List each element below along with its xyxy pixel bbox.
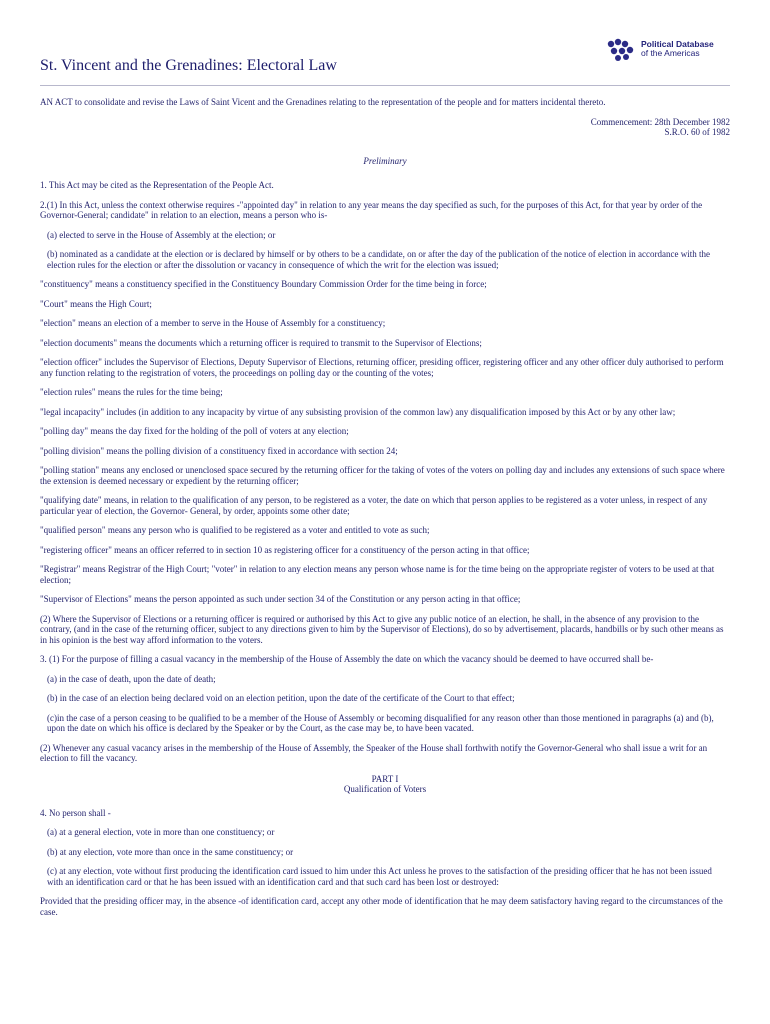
definition-paragraph: "qualified person" means any person who is qualified to be registered as a voter and entitled to vote as such; xyxy=(40,525,430,535)
document-body xyxy=(40,97,730,926)
subsection-paragraph: (b) nominated as a candidate at the election or is declared by himself or by others to be a candidate, on or after the day of the publication of the notice of election in accordance with the election rules for the election or after the dissolution or vacancy in consequence of which the writ for the election was issued; xyxy=(47,249,710,270)
subsection-paragraph: (b) in the case of an election being declared void on an election petition, upon the date of the certificate of the Court to that effect; xyxy=(47,693,515,703)
section-paragraph: 2.(1) In this Act, unless the context otherwise requires -"appointed day" in relation to any year means the day specified as such, for the purposes of this Act, for that year by order of the Governor-General; candidate" in relation to an election, means a person who is- xyxy=(40,199,703,220)
subsection-paragraph: (b) at any election, vote more than once in the same constituency; or xyxy=(47,846,294,857)
section-paragraph: (2) Whenever any casual vacancy arises in the membership of the House of Assembly, the Speaker of the House shall forthwith notify the Governor-General who shall issue a writ for an election to fill the vacancy. xyxy=(40,742,708,763)
definition-paragraph: "election documents" means the documents which a returning officer is required to transmit to the Supervisor of Elections; xyxy=(40,337,482,348)
page-title: St. Vincent and the Grenadines: Electoral Law xyxy=(40,57,337,74)
definition-paragraph: "legal incapacity" includes (in addition to any incapacity by virtue of any subsisting provision of the common law) any disqualification imposed by this Act or by any other law; xyxy=(40,406,676,417)
proviso-paragraph: Provided that the presiding officer may, in the absence -of identification card, accept any other mode of identification that he may deem satisfactory having regard to the circumstances of the case. xyxy=(40,896,723,917)
subsection-paragraph: (a) at a general election, vote in more than one constituency; or xyxy=(47,827,275,837)
definition-paragraph: "polling division" means the polling division of a constituency fixed in accordance with section 24; xyxy=(40,445,398,456)
logo-line-2: of the Americas xyxy=(641,48,700,58)
subsection-paragraph: (a) in the case of death, upon the date of death; xyxy=(47,673,216,684)
definition-paragraph: "Registrar" means Registrar of the High Court; "voter" in relation to any election means any person whose name is for the time being on the appropriate register of voters to be used at that election; xyxy=(40,564,715,585)
subsection-paragraph: (a) elected to serve in the House of Assembly at the election; or xyxy=(47,229,276,240)
definition-paragraph: "election" means an election of a member to serve in the House of Assembly for a constituency; xyxy=(40,318,386,328)
title-divider xyxy=(40,85,730,86)
preliminary-heading: Preliminary xyxy=(363,155,407,166)
site-logo[interactable] xyxy=(605,36,730,62)
section-paragraph: 1. This Act may be cited as the Representation of the People Act. xyxy=(40,180,274,190)
logo-emblem-icon xyxy=(605,36,637,62)
commencement-block xyxy=(40,117,730,138)
part-heading xyxy=(40,774,730,795)
section-paragraph: 3. (1) For the purpose of filling a casual vacancy in the membership of the House of Assembly the date on which the vacancy should be deemed to have occurred shall be- xyxy=(40,654,654,664)
definition-paragraph: "polling day" means the day fixed for the holding of the poll of voters at any election; xyxy=(40,426,349,436)
logo-line-1: Political Database xyxy=(641,39,714,49)
definition-paragraph: "Court" means the High Court; xyxy=(40,298,152,309)
act-intro: AN ACT to consolidate and revise the Laws of Saint Vicent and the Grenadines relating to the representation of the people and for matters incidental thereto. xyxy=(40,97,606,107)
definition-paragraph: "polling station" means any enclosed or unenclosed space secured by the returning officer for the taking of votes of the voters on polling day and includes any extensions of such space where the extension is deemed necessary or expedient by the returning officer; xyxy=(40,465,725,486)
section-paragraph: 4. No person shall - xyxy=(40,807,111,818)
definition-paragraph: "constituency" means a constituency specified in the Constituency Boundary Commission Order for the time being in force; xyxy=(40,279,487,289)
definition-paragraph: "election rules" means the rules for the time being; xyxy=(40,387,223,397)
section-paragraph: (2) Where the Supervisor of Elections or a returning officer is required or authorised by this Act to give any public notice of an election, he shall, in the absence of any provision to the contrary, (and in the case of the returning officer, subject to any directions given to him by the Supervisor of Elections), do so by advertisement, placards, handbills or by such other means as in his opinion is the best way afford information to the voters. xyxy=(40,613,724,645)
part-title: PART I xyxy=(371,773,399,784)
definition-paragraph: "qualifying date" means, in relation to the qualification of any person, to be registered as a voter, the date on which that person applies to be registered as a voter unless, in respect of any particular year of election, the Governor- General, by order, appoints some other date; xyxy=(40,495,708,516)
part-subtitle: Qualification of Voters xyxy=(343,784,427,794)
commencement-date: Commencement: 28th December 1982 xyxy=(590,116,730,127)
subsection-paragraph: (c)in the case of a person ceasing to be qualified to be a member of the House of Assembly or becoming disqualified for any reason other than those mentioned in paragraphs (a) and (b), upon the date on which his office is declared by the Speaker or by the Court, as the case may be, to have been vacated. xyxy=(47,712,714,733)
definition-paragraph: "registering officer" means an officer referred to in section 10 as registering officer for a constituency of the person acting in that office; xyxy=(40,544,530,555)
definition-paragraph: "Supervisor of Elections" means the person appointed as such under section 34 of the Constitution or any person acting in that office; xyxy=(40,594,521,604)
sro-number: S.R.O. 60 of 1982 xyxy=(664,127,730,137)
definition-paragraph: "election officer" includes the Supervisor of Elections, Deputy Supervisor of Elections, returning officer, presiding officer, registering officer and any other officer duly authorised to perform any function relating to the registration of voters, the proceedings on polling day or the counting of the votes; xyxy=(40,357,724,378)
subsection-paragraph: (c) at any election, vote without first producing the identification card issued to him under this Act unless he proves to the satisfaction of the presiding officer that he has not been issued with an identification card or that he has been issued with an identification card and that such card has been lost or destroyed: xyxy=(47,866,712,887)
logo-text xyxy=(641,40,714,58)
